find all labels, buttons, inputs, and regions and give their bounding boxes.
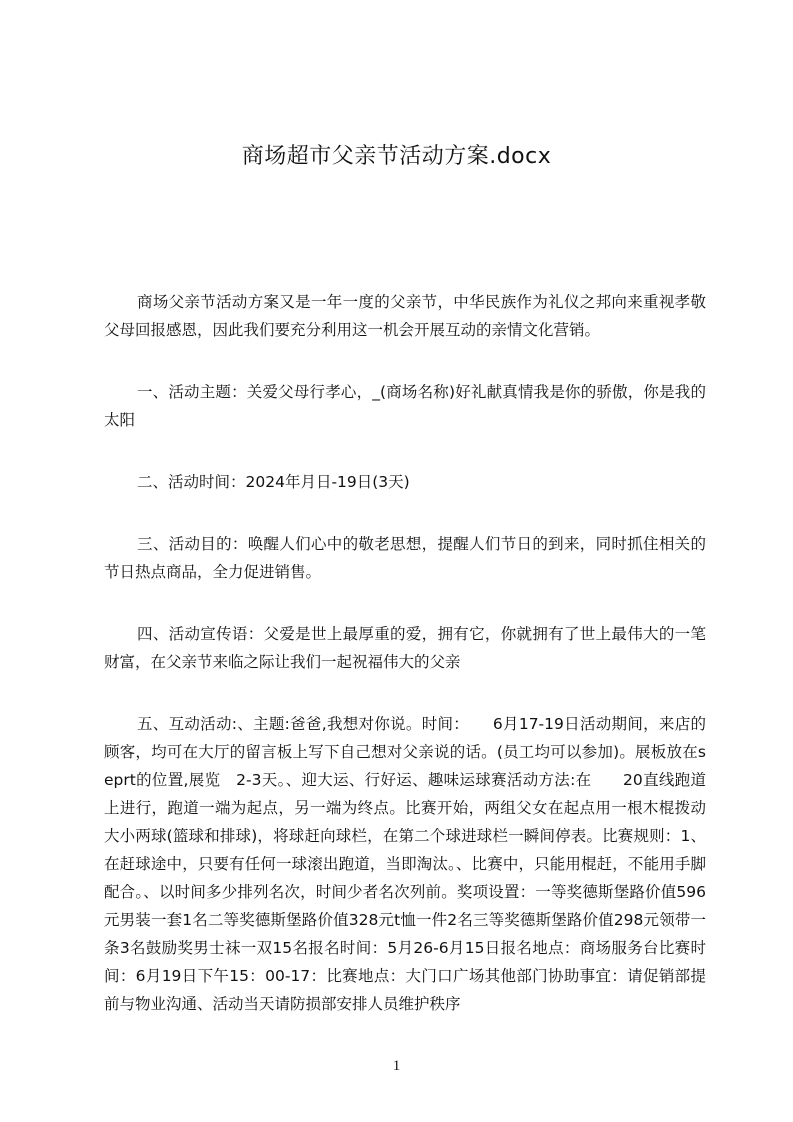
time-paragraph: 二、活动时间：2024年月日-19日(3天) [137, 473, 410, 491]
page-number: 1 [392, 1058, 401, 1074]
slogan-paragraph: 四、活动宣传语：父爱是世上最厚重的爱，拥有它，你就拥有了世上最伟大的一笔财富，在父亲节来临之际让我们一起祝福伟大的父亲 [104, 625, 706, 671]
document-body [104, 288, 706, 1052]
purpose-paragraph: 三、活动目的：唤醒人们心中的敬老思想，提醒人们节日的到来，同时抓住相关的节日热点商品，全力促进销售。 [104, 535, 706, 581]
document-title: 商场超市父亲节活动方案.docx [241, 144, 552, 169]
intro-paragraph: 商场父亲节活动方案又是一年一度的父亲节，中华民族作为礼仪之邦向来重视孝敬父母回报感恩，因此我们要充分利用这一机会开展互动的亲情文化营销。 [104, 293, 706, 339]
theme-paragraph: 一、活动主题：关爱父母行孝心，_(商场名称)好礼献真情我是你的骄傲，你是我的太阳 [104, 383, 706, 429]
activities-paragraph: 五、互动活动:、主题:爸爸,我想对你说。时间： 6月17-19日活动期间，来店的顾客，均可在大厅的留言板上写下自己想对父亲说的话。(员工均可以参加)。展板放在seprt的位置,展览 2-3天。、迎大运、行好运、趣味运球赛活动方法:在 20直线跑道上进行，跑道一端为起点，另一端为终点。比赛开始，两组父女在起点用一根木棍拨动大小两球(篮球和排球)，将球赶向球栏，在第二个球进球栏一瞬间停表。比赛规则：1、在赶球途中，只要有任何一球滚出跑道，当即淘汰。、比赛中，只能用棍赶，不能用手脚配合。、以时间多少排列名次，时间少者名次列前。奖项设置：一等奖德斯堡路价值596元男装一套1名二等奖德斯堡路价值328元t恤一件2名三等奖德斯堡路价值298元领带一条3名鼓励奖男士袜一双15名报名时间：5月26-6月15日报名地点：商场服务台比赛时间：6月19日下午15：00-17：比赛地点：大门口广场其他部门协助事宜：请促销部提前与物业沟通、活动当天请防损部安排人员维护秩序 [104, 715, 706, 1013]
